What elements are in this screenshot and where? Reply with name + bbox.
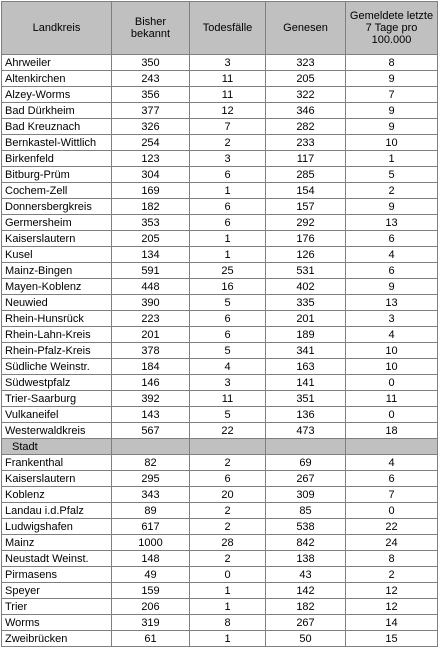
table-row: [2, 295, 438, 311]
cell-todesfaelle: 11: [190, 71, 266, 87]
cell-genesen: 473: [266, 423, 346, 439]
cell-todesfaelle: 12: [190, 103, 266, 119]
cell-todesfaelle: 6: [190, 311, 266, 327]
cell-7-tage: 5: [346, 167, 438, 183]
cell-7-tage: 2: [346, 183, 438, 199]
cell-genesen: 176: [266, 231, 346, 247]
cell-bisher-bekannt: 353: [112, 215, 190, 231]
header-gemeldete-7-tage: Gemeldete letzte 7 Tage pro 100.000: [346, 2, 438, 55]
section-label: Stadt: [2, 439, 112, 455]
cell-name: Bad Dürkheim: [2, 103, 112, 119]
cell-7-tage: 0: [346, 375, 438, 391]
cell-todesfaelle: 6: [190, 327, 266, 343]
cell-7-tage: 9: [346, 199, 438, 215]
cell-todesfaelle: 28: [190, 535, 266, 551]
section-cell: [112, 439, 190, 455]
cell-bisher-bekannt: 304: [112, 167, 190, 183]
table-row: [2, 583, 438, 599]
cell-name: Landau i.d.Pfalz: [2, 503, 112, 519]
cell-genesen: 282: [266, 119, 346, 135]
cell-bisher-bekannt: 1000: [112, 535, 190, 551]
cell-7-tage: 15: [346, 631, 438, 647]
table-row: [2, 119, 438, 135]
cell-7-tage: 8: [346, 55, 438, 71]
cell-bisher-bekannt: 377: [112, 103, 190, 119]
table-row: [2, 615, 438, 631]
cell-bisher-bekannt: 61: [112, 631, 190, 647]
table-row: [2, 55, 438, 71]
cell-7-tage: 13: [346, 295, 438, 311]
cell-bisher-bekannt: 343: [112, 487, 190, 503]
cell-todesfaelle: 2: [190, 455, 266, 471]
cell-todesfaelle: 2: [190, 503, 266, 519]
cell-7-tage: 4: [346, 327, 438, 343]
cell-name: Westerwaldkreis: [2, 423, 112, 439]
cell-bisher-bekannt: 143: [112, 407, 190, 423]
table-row: [2, 423, 438, 439]
cell-bisher-bekannt: 205: [112, 231, 190, 247]
cell-name: Bad Kreuznach: [2, 119, 112, 135]
table-row: [2, 151, 438, 167]
table-row: [2, 375, 438, 391]
cell-genesen: 126: [266, 247, 346, 263]
landkreis-rows: [2, 55, 438, 439]
cell-7-tage: 14: [346, 615, 438, 631]
table-row: [2, 247, 438, 263]
cell-todesfaelle: 1: [190, 247, 266, 263]
cell-7-tage: 1: [346, 151, 438, 167]
section-stadt: [2, 439, 438, 455]
cell-7-tage: 9: [346, 103, 438, 119]
cell-bisher-bekannt: 201: [112, 327, 190, 343]
cell-genesen: 267: [266, 471, 346, 487]
cell-7-tage: 9: [346, 279, 438, 295]
table-row: [2, 631, 438, 647]
cell-todesfaelle: 1: [190, 583, 266, 599]
section-row: [2, 439, 438, 455]
table-row: [2, 87, 438, 103]
cell-genesen: 117: [266, 151, 346, 167]
cell-bisher-bekannt: 591: [112, 263, 190, 279]
table-row: [2, 391, 438, 407]
cell-name: Germersheim: [2, 215, 112, 231]
cell-todesfaelle: 6: [190, 471, 266, 487]
table-row: [2, 407, 438, 423]
cell-todesfaelle: 2: [190, 551, 266, 567]
cell-name: Neuwied: [2, 295, 112, 311]
cell-todesfaelle: 6: [190, 215, 266, 231]
cell-todesfaelle: 1: [190, 631, 266, 647]
stadt-rows: [2, 455, 438, 647]
table-row: [2, 487, 438, 503]
cell-name: Birkenfeld: [2, 151, 112, 167]
cell-7-tage: 12: [346, 583, 438, 599]
cell-bisher-bekannt: 146: [112, 375, 190, 391]
cell-7-tage: 0: [346, 503, 438, 519]
cell-7-tage: 6: [346, 471, 438, 487]
table-row: [2, 103, 438, 119]
cell-genesen: 69: [266, 455, 346, 471]
cell-bisher-bekannt: 326: [112, 119, 190, 135]
cell-genesen: 182: [266, 599, 346, 615]
cell-7-tage: 7: [346, 487, 438, 503]
cell-bisher-bekannt: 243: [112, 71, 190, 87]
cell-name: Altenkirchen: [2, 71, 112, 87]
cell-name: Südliche Weinstr.: [2, 359, 112, 375]
cell-genesen: 335: [266, 295, 346, 311]
cell-name: Vulkaneifel: [2, 407, 112, 423]
cell-genesen: 205: [266, 71, 346, 87]
cell-bisher-bekannt: 350: [112, 55, 190, 71]
table-row: [2, 343, 438, 359]
cell-7-tage: 9: [346, 71, 438, 87]
cell-bisher-bekannt: 123: [112, 151, 190, 167]
cell-genesen: 142: [266, 583, 346, 599]
cell-bisher-bekannt: 567: [112, 423, 190, 439]
section-cell: [266, 439, 346, 455]
cell-genesen: 309: [266, 487, 346, 503]
table-row: [2, 311, 438, 327]
cell-name: Kaiserslautern: [2, 471, 112, 487]
cell-7-tage: 0: [346, 407, 438, 423]
cell-genesen: 141: [266, 375, 346, 391]
cell-bisher-bekannt: 184: [112, 359, 190, 375]
cell-bisher-bekannt: 82: [112, 455, 190, 471]
cell-name: Frankenthal: [2, 455, 112, 471]
header-row: [2, 2, 438, 55]
cell-name: Südwestpfalz: [2, 375, 112, 391]
cell-7-tage: 18: [346, 423, 438, 439]
cell-name: Pirmasens: [2, 567, 112, 583]
cell-7-tage: 10: [346, 135, 438, 151]
cell-name: Rhein-Pfalz-Kreis: [2, 343, 112, 359]
cell-name: Trier: [2, 599, 112, 615]
table-row: [2, 359, 438, 375]
table-row: [2, 327, 438, 343]
cell-genesen: 346: [266, 103, 346, 119]
cell-todesfaelle: 7: [190, 119, 266, 135]
cell-7-tage: 6: [346, 231, 438, 247]
cell-genesen: 233: [266, 135, 346, 151]
cell-genesen: 136: [266, 407, 346, 423]
cell-bisher-bekannt: 617: [112, 519, 190, 535]
cell-todesfaelle: 4: [190, 359, 266, 375]
cell-bisher-bekannt: 49: [112, 567, 190, 583]
cell-bisher-bekannt: 390: [112, 295, 190, 311]
cell-7-tage: 22: [346, 519, 438, 535]
cell-todesfaelle: 16: [190, 279, 266, 295]
table-row: [2, 519, 438, 535]
table-row: [2, 231, 438, 247]
cell-todesfaelle: 20: [190, 487, 266, 503]
cell-7-tage: 8: [346, 551, 438, 567]
cell-7-tage: 2: [346, 567, 438, 583]
section-cell: [190, 439, 266, 455]
cell-todesfaelle: 5: [190, 295, 266, 311]
cell-7-tage: 10: [346, 359, 438, 375]
table-row: [2, 455, 438, 471]
cell-7-tage: 10: [346, 343, 438, 359]
cell-genesen: 402: [266, 279, 346, 295]
cell-bisher-bekannt: 206: [112, 599, 190, 615]
header-landkreis: Landkreis: [2, 2, 112, 55]
cell-name: Zweibrücken: [2, 631, 112, 647]
cell-name: Trier-Saarburg: [2, 391, 112, 407]
cell-genesen: 531: [266, 263, 346, 279]
cell-todesfaelle: 6: [190, 167, 266, 183]
cell-genesen: 163: [266, 359, 346, 375]
cell-name: Kusel: [2, 247, 112, 263]
table-row: [2, 71, 438, 87]
cell-7-tage: 11: [346, 391, 438, 407]
cell-bisher-bekannt: 254: [112, 135, 190, 151]
cell-bisher-bekannt: 319: [112, 615, 190, 631]
cell-7-tage: 12: [346, 599, 438, 615]
cell-name: Speyer: [2, 583, 112, 599]
cell-todesfaelle: 8: [190, 615, 266, 631]
cell-todesfaelle: 11: [190, 87, 266, 103]
table-row: [2, 167, 438, 183]
cell-bisher-bekannt: 448: [112, 279, 190, 295]
cell-genesen: 138: [266, 551, 346, 567]
cell-genesen: 292: [266, 215, 346, 231]
cell-todesfaelle: 1: [190, 183, 266, 199]
cell-genesen: 201: [266, 311, 346, 327]
cell-name: Alzey-Worms: [2, 87, 112, 103]
cell-bisher-bekannt: 89: [112, 503, 190, 519]
cell-bisher-bekannt: 134: [112, 247, 190, 263]
cell-7-tage: 6: [346, 263, 438, 279]
cell-todesfaelle: 6: [190, 199, 266, 215]
cell-name: Worms: [2, 615, 112, 631]
cell-todesfaelle: 1: [190, 231, 266, 247]
cell-todesfaelle: 1: [190, 599, 266, 615]
table-row: [2, 279, 438, 295]
cell-genesen: 50: [266, 631, 346, 647]
cell-todesfaelle: 2: [190, 519, 266, 535]
cell-genesen: 267: [266, 615, 346, 631]
table-row: [2, 263, 438, 279]
cell-bisher-bekannt: 148: [112, 551, 190, 567]
cell-genesen: 538: [266, 519, 346, 535]
table-row: [2, 551, 438, 567]
cell-name: Mayen-Koblenz: [2, 279, 112, 295]
cell-todesfaelle: 2: [190, 135, 266, 151]
header-bisher-bekannt: Bisher bekannt: [112, 2, 190, 55]
cell-todesfaelle: 3: [190, 375, 266, 391]
cell-name: Neustadt Weinst.: [2, 551, 112, 567]
cell-genesen: 154: [266, 183, 346, 199]
cell-7-tage: 4: [346, 455, 438, 471]
cell-7-tage: 7: [346, 87, 438, 103]
cell-todesfaelle: 25: [190, 263, 266, 279]
header-todesfaelle: Todesfälle: [190, 2, 266, 55]
cell-name: Ludwigshafen: [2, 519, 112, 535]
cell-genesen: 341: [266, 343, 346, 359]
cell-name: Ahrweiler: [2, 55, 112, 71]
cell-name: Bernkastel-Wittlich: [2, 135, 112, 151]
cell-todesfaelle: 11: [190, 391, 266, 407]
cell-genesen: 285: [266, 167, 346, 183]
cell-name: Bitburg-Prüm: [2, 167, 112, 183]
cell-todesfaelle: 5: [190, 407, 266, 423]
cell-bisher-bekannt: 169: [112, 183, 190, 199]
cell-name: Kaiserslautern: [2, 231, 112, 247]
table-row: [2, 599, 438, 615]
cell-7-tage: 4: [346, 247, 438, 263]
cell-7-tage: 9: [346, 119, 438, 135]
cell-genesen: 85: [266, 503, 346, 519]
table-row: [2, 199, 438, 215]
cell-bisher-bekannt: 378: [112, 343, 190, 359]
cell-genesen: 842: [266, 535, 346, 551]
table-row: [2, 503, 438, 519]
cell-name: Rhein-Hunsrück: [2, 311, 112, 327]
cell-name: Mainz-Bingen: [2, 263, 112, 279]
covid-table: [1, 1, 438, 647]
cell-genesen: 322: [266, 87, 346, 103]
cell-bisher-bekannt: 159: [112, 583, 190, 599]
cell-genesen: 323: [266, 55, 346, 71]
header-genesen: Genesen: [266, 2, 346, 55]
cell-todesfaelle: 3: [190, 55, 266, 71]
cell-name: Rhein-Lahn-Kreis: [2, 327, 112, 343]
cell-7-tage: 13: [346, 215, 438, 231]
cell-name: Koblenz: [2, 487, 112, 503]
cell-bisher-bekannt: 295: [112, 471, 190, 487]
cell-genesen: 157: [266, 199, 346, 215]
cell-todesfaelle: 22: [190, 423, 266, 439]
cell-genesen: 43: [266, 567, 346, 583]
cell-name: Donnersbergkreis: [2, 199, 112, 215]
cell-todesfaelle: 0: [190, 567, 266, 583]
cell-todesfaelle: 3: [190, 151, 266, 167]
cell-7-tage: 24: [346, 535, 438, 551]
cell-name: Cochem-Zell: [2, 183, 112, 199]
cell-7-tage: 3: [346, 311, 438, 327]
table-row: [2, 535, 438, 551]
cell-bisher-bekannt: 392: [112, 391, 190, 407]
cell-genesen: 351: [266, 391, 346, 407]
table-row: [2, 135, 438, 151]
cell-bisher-bekannt: 223: [112, 311, 190, 327]
cell-genesen: 189: [266, 327, 346, 343]
section-cell: [346, 439, 438, 455]
cell-bisher-bekannt: 182: [112, 199, 190, 215]
table-row: [2, 471, 438, 487]
table-row: [2, 215, 438, 231]
table-row: [2, 183, 438, 199]
cell-name: Mainz: [2, 535, 112, 551]
table-row: [2, 567, 438, 583]
cell-todesfaelle: 5: [190, 343, 266, 359]
cell-bisher-bekannt: 356: [112, 87, 190, 103]
